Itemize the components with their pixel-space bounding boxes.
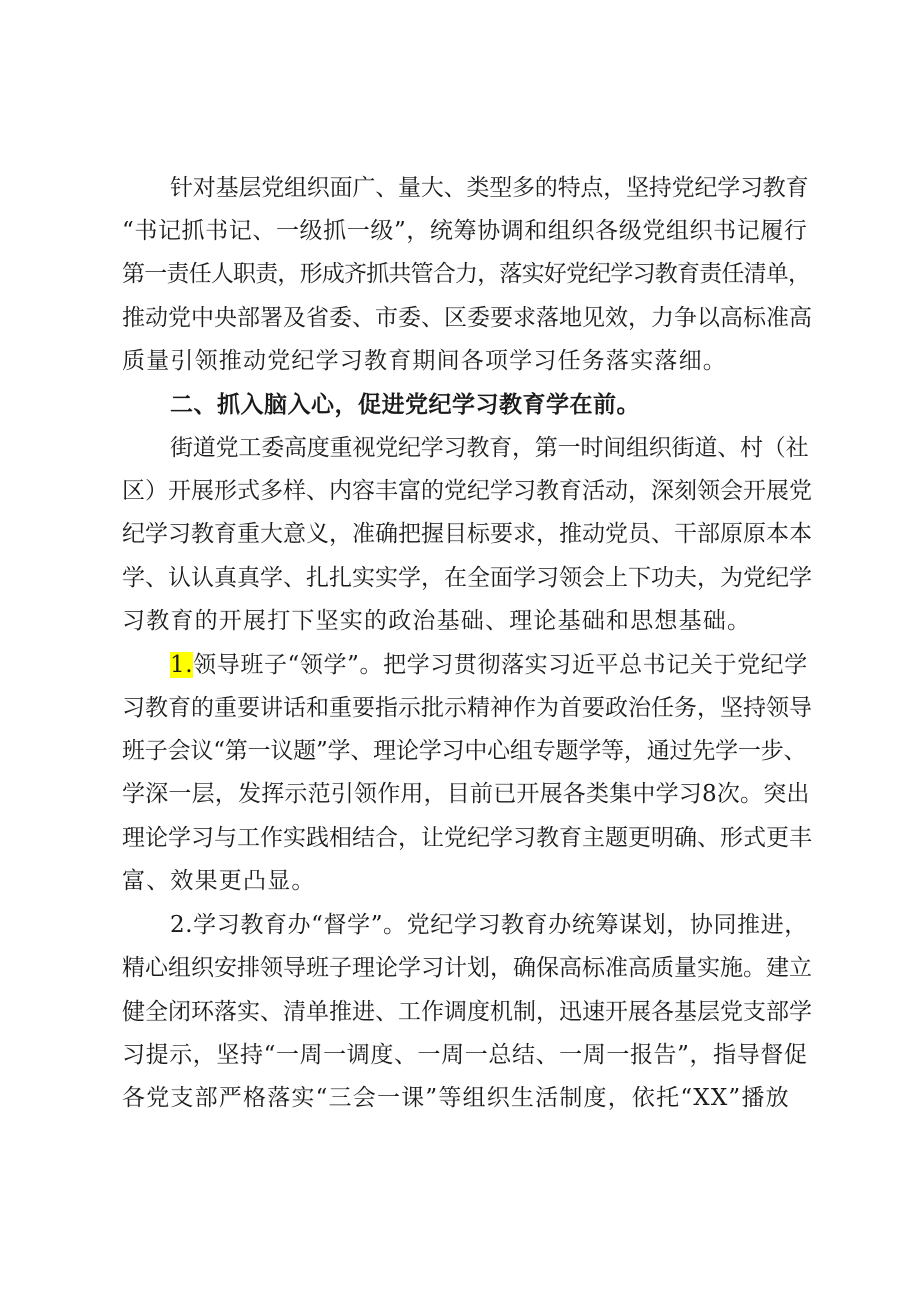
paragraph-2-line-4: 学、认认真真学、扎扎实实学，在全面学习领会上下功夫，为党纪学 xyxy=(122,565,812,591)
item-2-line-1: 2.学习教育办“督学”。党纪学习教育办统筹谋划，协同推进， xyxy=(170,912,808,938)
item-1-line-5: 理论学习与工作实践相结合，让党纪学习教育主题更明确、形式更丰 xyxy=(122,825,812,851)
item-1-line-6: 富、效果更凸显。 xyxy=(122,868,316,894)
section-heading-2: 二、抓入脑入心，促进党纪学习教育学在前。 xyxy=(170,392,640,418)
item-1-line-1 xyxy=(170,650,812,680)
item-1-line-4: 学深一层，发挥示范引领作用，目前已开展各类集中学习8次。突出 xyxy=(122,781,810,807)
paragraph-2-line-3: 纪学习教育重大意义，准确把握目标要求，推动党员、干部原原本本 xyxy=(122,521,812,547)
item-1-title: 领导班子“领学”。把学习贯彻落实习近平总书记关于党纪学 xyxy=(193,652,808,678)
item-1-line-3: 班子会议“第一议题”学、理论学习中心组专题学等，通过先学一步、 xyxy=(122,738,807,764)
item-1-number-highlight: 1. xyxy=(170,652,194,678)
paragraph-1-line-1: 针对基层党组织面广、量大、类型多的特点，坚持党纪学习教育 xyxy=(170,175,809,201)
item-2-line-5: 各党支部严格落实“三会一课”等组织生活制度，依托“XX”播放 xyxy=(122,1085,790,1111)
paragraph-1-line-4: 推动党中央部署及省委、市委、区委要求落地见效，力争以高标准高 xyxy=(122,305,812,331)
item-2-line-3: 健全闭环落实、清单推进、工作调度机制，迅速开展各基层党支部学 xyxy=(122,999,812,1025)
paragraph-1-line-3: 第一责任人职责，形成齐抓共管合力，落实好党纪学习教育责任清单， xyxy=(122,261,811,287)
item-2-line-2: 精心组织安排领导班子理论学习计划，确保高标准高质量实施。建立 xyxy=(122,955,812,981)
item-2-line-4: 习提示，坚持“一周一调度、一周一总结、一周一报告”，指导督促 xyxy=(122,1042,808,1068)
paragraph-1-line-5: 质量引领推动党纪学习教育期间各项学习任务落实落细。 xyxy=(122,348,727,374)
paragraph-2-line-1: 街道党工委高度重视党纪学习教育，第一时间组织街道、村（社 xyxy=(170,435,809,461)
paragraph-1-line-2: “书记抓书记、一级抓一级”，统筹协调和组织各级党组织书记履行 xyxy=(122,218,808,244)
paragraph-2-line-2: 区）开展形式多样、内容丰富的党纪学习教育活动，深刻领会开展党 xyxy=(122,478,812,504)
paragraph-2-line-5: 习教育的开展打下坚实的政治基础、理论基础和思想基础。 xyxy=(122,608,752,634)
item-1-line-2: 习教育的重要讲话和重要指示批示精神作为首要政治任务，坚持领导 xyxy=(122,695,812,721)
